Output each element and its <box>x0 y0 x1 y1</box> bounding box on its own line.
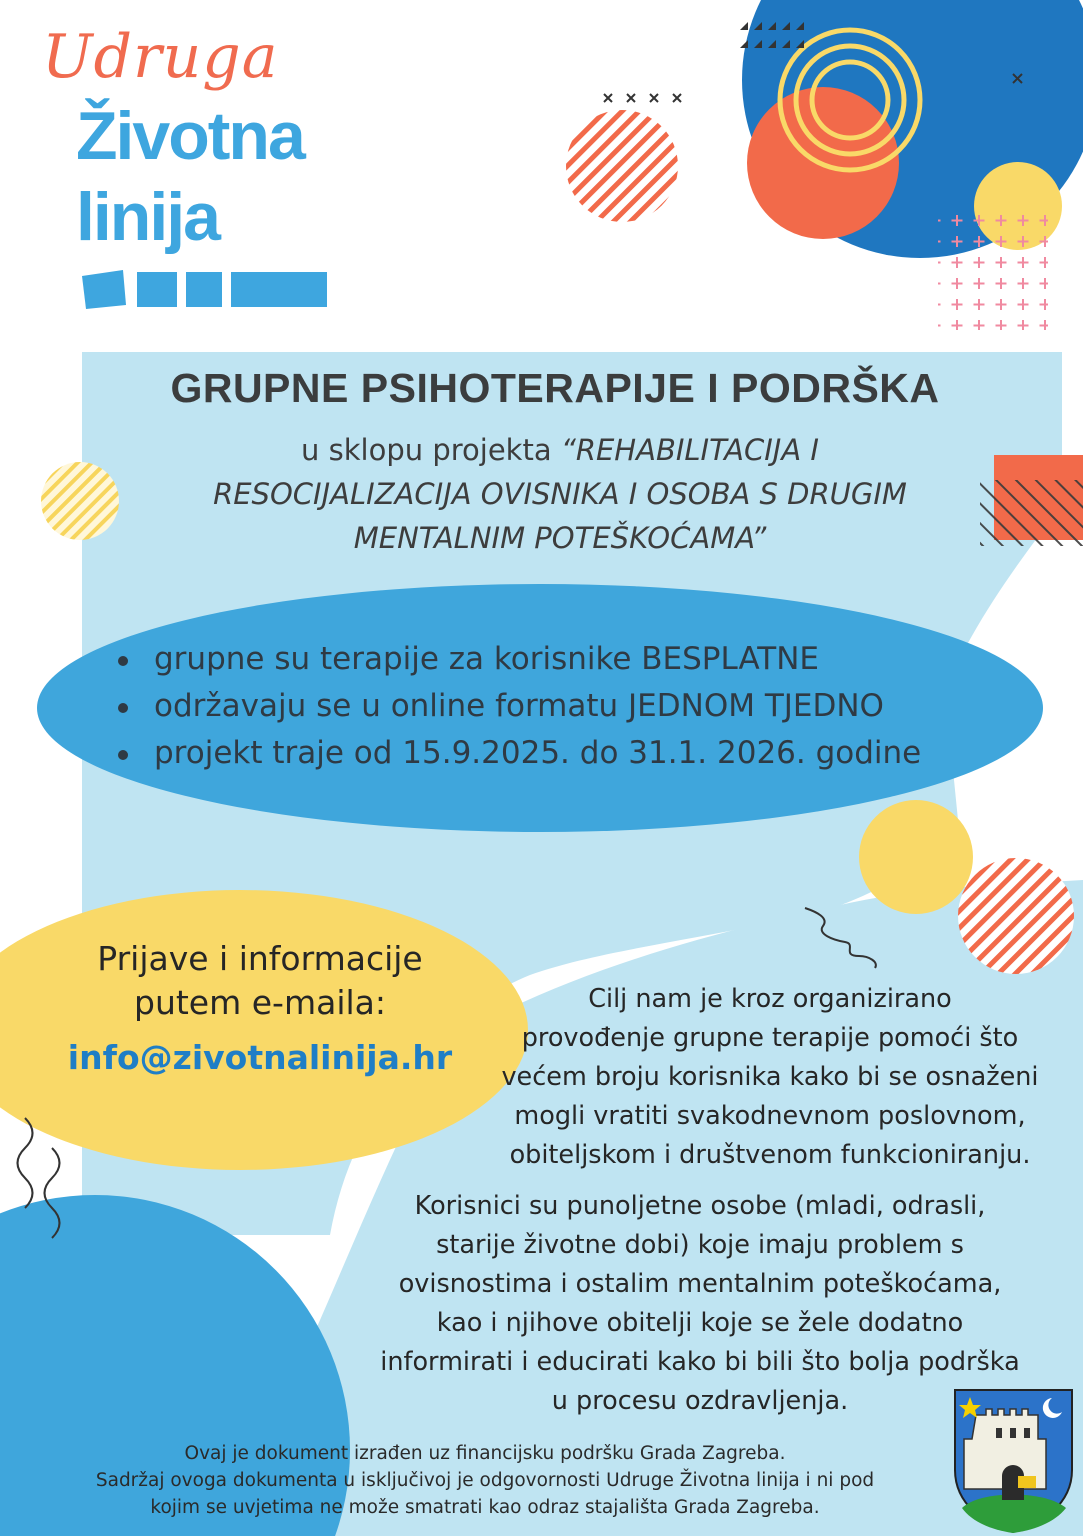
email-link[interactable]: info@zivotnalinija.hr <box>67 1038 453 1077</box>
footer-line: Ovaj je dokument izrađen uz financijsku podršku Grada Zagreba. <box>184 1443 786 1464</box>
users-line: Korisnici su punoljetne osobe (mladi, odrasli, <box>414 1191 986 1221</box>
contact-text <box>30 937 490 1025</box>
project-name-line-2: RESOCIJALIZACIJA OVISNIKA I OSOBA S DRUGIM <box>213 477 907 511</box>
bullet-weekly: održavaju se u online formatu JEDNOM TJEDNO <box>110 683 921 730</box>
users-line: kao i njihove obitelji koje se žele dodatno <box>436 1308 964 1338</box>
yellow-striped-circle <box>41 462 119 540</box>
bullet-free: grupne su terapije za korisnike BESPLATNE <box>110 636 921 683</box>
logo-blocks <box>82 270 327 309</box>
subtitle-prefix: u sklopu projekta <box>301 433 561 467</box>
logo-zivotna: Životna <box>76 98 304 174</box>
users-line: ovisnostima i ostalim mentalnim poteškoćama, <box>398 1269 1002 1299</box>
logo-udruga: Udruga <box>42 22 279 92</box>
striped-coral-circle <box>566 110 678 222</box>
footer-line: Sadržaj ovoga dokumenta u isključivoj je odgovornosti Udruge Životna linija i ni pod <box>95 1470 875 1491</box>
goal-line: Cilj nam je kroz organizirano <box>588 984 952 1014</box>
goal-line: većem broju korisnika kako bi se osnaženi <box>501 1062 1039 1092</box>
project-name-line-3: MENTALNIM POTEŠKOĆAMA” <box>353 521 767 555</box>
users-paragraph <box>320 1187 1080 1421</box>
logo-linija: linija <box>76 179 219 255</box>
footer-line: kojim se uvjetima ne može smatrati kao odraz stajališta Grada Zagreba. <box>150 1497 820 1518</box>
pink-plus-grid <box>938 210 1048 330</box>
users-line: starije životne dobi) koje imaju problem s <box>436 1230 964 1260</box>
users-line: informirati i educirati kako bi bili što bolja podrška <box>380 1347 1020 1377</box>
project-name-line-1: “REHABILITACIJA I <box>560 433 819 467</box>
page-title: GRUPNE PSIHOTERAPIJE I PODRŠKA <box>170 365 940 411</box>
goal-line: obiteljskom i društvenom funkcioniranju. <box>509 1140 1031 1170</box>
funding-disclaimer <box>10 1440 960 1521</box>
users-line: u procesu ozdravljenja. <box>551 1386 849 1416</box>
contact-line-1: Prijave i informacije <box>97 939 423 978</box>
coral-striped-circle <box>958 858 1074 974</box>
yellow-circle-mid <box>859 800 973 914</box>
bullet-duration: projekt traje od 15.9.2025. do 31.1. 2026. godine <box>110 730 921 777</box>
goal-line: provođenje grupne terapije pomoći što <box>521 1023 1019 1053</box>
contact-line-2: putem e-maila: <box>134 983 386 1022</box>
goal-paragraph <box>470 980 1070 1175</box>
project-subtitle <box>110 428 1010 560</box>
goal-line: mogli vratiti svakodnevnom poslovnom, <box>514 1101 1026 1131</box>
info-bullet-list <box>110 636 921 777</box>
